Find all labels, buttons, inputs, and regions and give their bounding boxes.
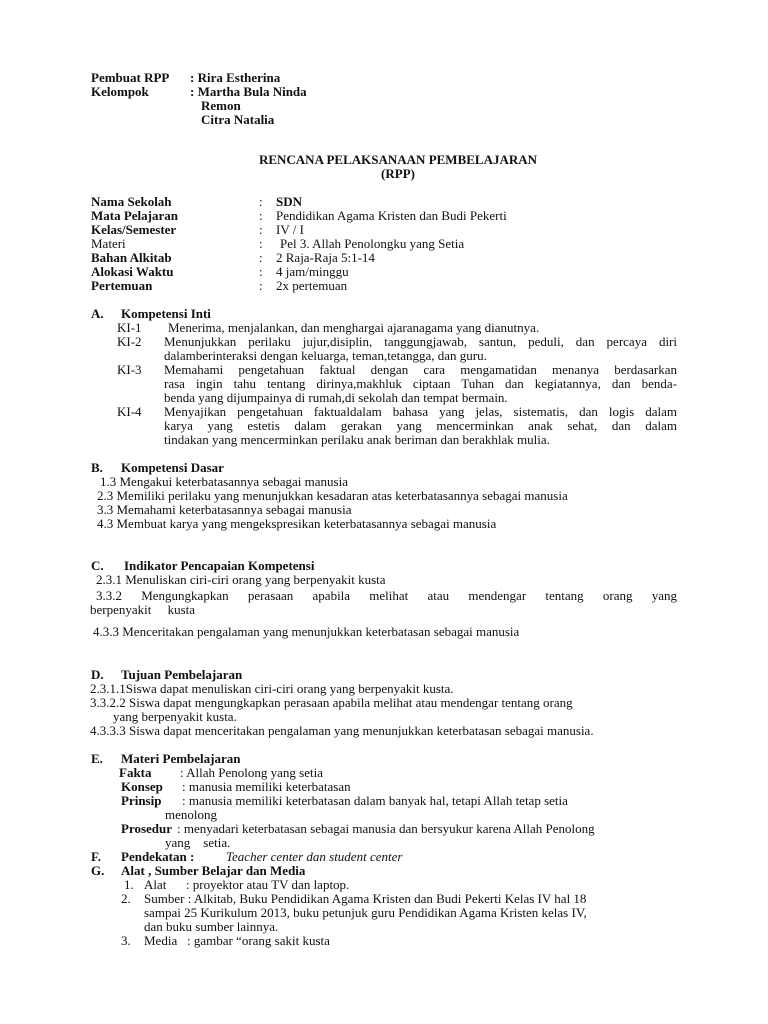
ki-code: KI-2 (117, 334, 142, 349)
ki-text: tindakan yang mencerminkan perilaku anak beriman dan berakhlak mulia. (164, 432, 550, 447)
section-a-heading: Kompetensi Inti (121, 306, 211, 321)
pembuat-label: Pembuat RPP (91, 70, 170, 85)
ki-text: Menunjukkan perilaku jujur,disiplin, tanggungjawab, santun, peduli, dan percaya diri (164, 334, 677, 349)
prinsip-value-cont: menolong (165, 807, 217, 822)
section-letter: G. (91, 863, 105, 878)
identity-value: Pendidikan Agama Kristen dan Budi Pekerti (276, 208, 507, 223)
pendekatan-value: Teacher center dan student center (226, 849, 403, 864)
section-e-heading: Materi Pembelajaran (121, 751, 241, 766)
ki-text: dalamberinteraksi dengan keluarga, teman,tetangga, dan guru. (164, 348, 487, 363)
identity-label: Materi (91, 236, 126, 251)
section-letter: C. (91, 558, 104, 573)
sumber-item: sampai 25 Kurikulum 2013, buku petunjuk guru Pendidikan Agama Kristen kelas IV, (144, 905, 587, 920)
kd-item: 2.3 Memiliki perilaku yang menunjukkan kesadaran atas keterbatasannya sebagai manusia (97, 488, 568, 503)
colon: : (259, 264, 263, 279)
list-number: 1. (124, 877, 134, 892)
kelompok-member: : Martha Bula Ninda (190, 84, 307, 99)
ki-text: benda yang dijumpainya di rumah,di sekolah dan tempat bermain. (164, 390, 508, 405)
identity-label: Nama Sekolah (91, 194, 172, 209)
ki-text: Menerima, menjalankan, dan menghargai ajaranagama yang dianutnya. (168, 320, 540, 335)
identity-value: 4 jam/minggu (276, 264, 349, 279)
tujuan-item: 2.3.1.1Siswa dapat menuliskan ciri-ciri orang yang berpenyakit kusta. (90, 681, 454, 696)
section-letter: E. (91, 751, 103, 766)
colon: : (259, 278, 263, 293)
ki-code: KI-1 (117, 320, 142, 335)
indikator-item: 4.3.3 Menceritakan pengalaman yang menunjukkan keterbatasan sebagai manusia (93, 624, 520, 639)
tujuan-item: yang berpenyakit kusta. (113, 709, 237, 724)
kelompok-member: Remon (201, 98, 241, 113)
prosedur-label: Prosedur (121, 821, 173, 836)
konsep-value: : manusia memiliki keterbatasan (182, 779, 351, 794)
ki-text: rasa ingin tahu tentang dirinya,makhluk ciptaan Tuhan dan kegiatannya, dan benda- (164, 376, 677, 391)
colon: : (259, 208, 263, 223)
section-letter: F. (91, 849, 101, 864)
indikator-item: berpenyakit kusta (90, 602, 196, 617)
fakta-label: Fakta (119, 765, 152, 780)
indikator-item: 3.3.2 Mengungkapkan perasaan apabila melihat atau mendengar tentang orang yang (96, 588, 677, 603)
section-g-heading: Alat , Sumber Belajar dan Media (121, 863, 306, 878)
identity-value: SDN (276, 194, 303, 209)
prosedur-value: : menyadari keterbatasan sebagai manusia dan bersyukur karena Allah Penolong (177, 821, 595, 836)
document-title: RENCANA PELAKSANAAN PEMBELAJARAN (258, 152, 538, 167)
identity-value: 2x pertemuan (276, 278, 348, 293)
ki-code: KI-3 (117, 362, 142, 377)
fakta-value: : Allah Penolong yang setia (180, 765, 323, 780)
konsep-label: Konsep (121, 779, 163, 794)
prinsip-value: : manusia memiliki keterbatasan dalam banyak hal, tetapi Allah tetap setia (182, 793, 568, 808)
prosedur-value-cont: yang setia. (165, 835, 231, 850)
alat-item: Alat : proyektor atau TV dan laptop. (144, 877, 350, 892)
kd-item: 4.3 Membuat karya yang mengekspresikan keterbatasannya sebagai manusia (97, 516, 497, 531)
ki-code: KI-4 (117, 404, 142, 419)
indikator-item: 2.3.1 Menuliskan ciri-ciri orang yang berpenyakit kusta (96, 572, 386, 587)
ki-text: Menyajikan pengetahuan faktualdalam bahasa yang jelas, sistematis, dan logis dalam (164, 404, 677, 419)
section-b-heading: Kompetensi Dasar (121, 460, 224, 475)
list-number: 2. (121, 891, 131, 906)
colon: : (259, 250, 263, 265)
tujuan-item: 4.3.3.3 Siswa dapat menceritakan pengalaman yang menunjukkan keterbatasan sebagai manusia. (90, 723, 594, 738)
section-f-heading: Pendekatan : (121, 849, 195, 864)
identity-value: Pel 3. Allah Penolongku yang Setia (280, 236, 465, 251)
sumber-item: Sumber : Alkitab, Buku Pendidikan Agama Kristen dan Budi Pekerti Kelas IV hal 18 (144, 891, 587, 906)
identity-value: IV / I (276, 222, 304, 237)
sumber-item: dan buku sumber lainnya. (144, 919, 279, 934)
colon: : (259, 222, 263, 237)
identity-value: 2 Raja-Raja 5:1-14 (276, 250, 375, 265)
kelompok-label: Kelompok (91, 84, 149, 99)
pembuat-value: : Rira Estherina (190, 70, 281, 85)
kelompok-member: Citra Natalia (201, 112, 275, 127)
kd-item: 1.3 Mengakui keterbatasannya sebagai manusia (100, 474, 348, 489)
identity-label: Kelas/Semester (91, 222, 177, 237)
colon: : (259, 194, 263, 209)
section-letter: B. (91, 460, 103, 475)
identity-label: Mata Pelajaran (91, 208, 179, 223)
ki-text: Memahami pengetahuan faktual dengan cara mengamatidan menanya berdasarkan (164, 362, 677, 377)
list-number: 3. (121, 933, 131, 948)
colon: : (259, 236, 263, 251)
prinsip-label: Prinsip (121, 793, 162, 808)
section-d-heading: Tujuan Pembelajaran (121, 667, 243, 682)
section-c-heading: Indikator Pencapaian Kompetensi (124, 558, 315, 573)
section-letter: D. (91, 667, 104, 682)
identity-label: Pertemuan (91, 278, 153, 293)
media-item: Media : gambar “orang sakit kusta (144, 933, 330, 948)
kd-item: 3.3 Memahami keterbatasannya sebagai manusia (97, 502, 352, 517)
identity-label: Alokasi Waktu (91, 264, 174, 279)
document-subtitle: (RPP) (381, 166, 415, 181)
identity-label: Bahan Alkitab (91, 250, 172, 265)
section-letter: A. (91, 306, 104, 321)
ki-text: karya yang estetis dalam gerakan yang mencerminkan anak sehat, dan dalam (164, 418, 677, 433)
tujuan-item: 3.3.2.2 Siswa dapat mengungkapkan perasaan apabila melihat atau mendengar tentang orang (90, 695, 573, 710)
